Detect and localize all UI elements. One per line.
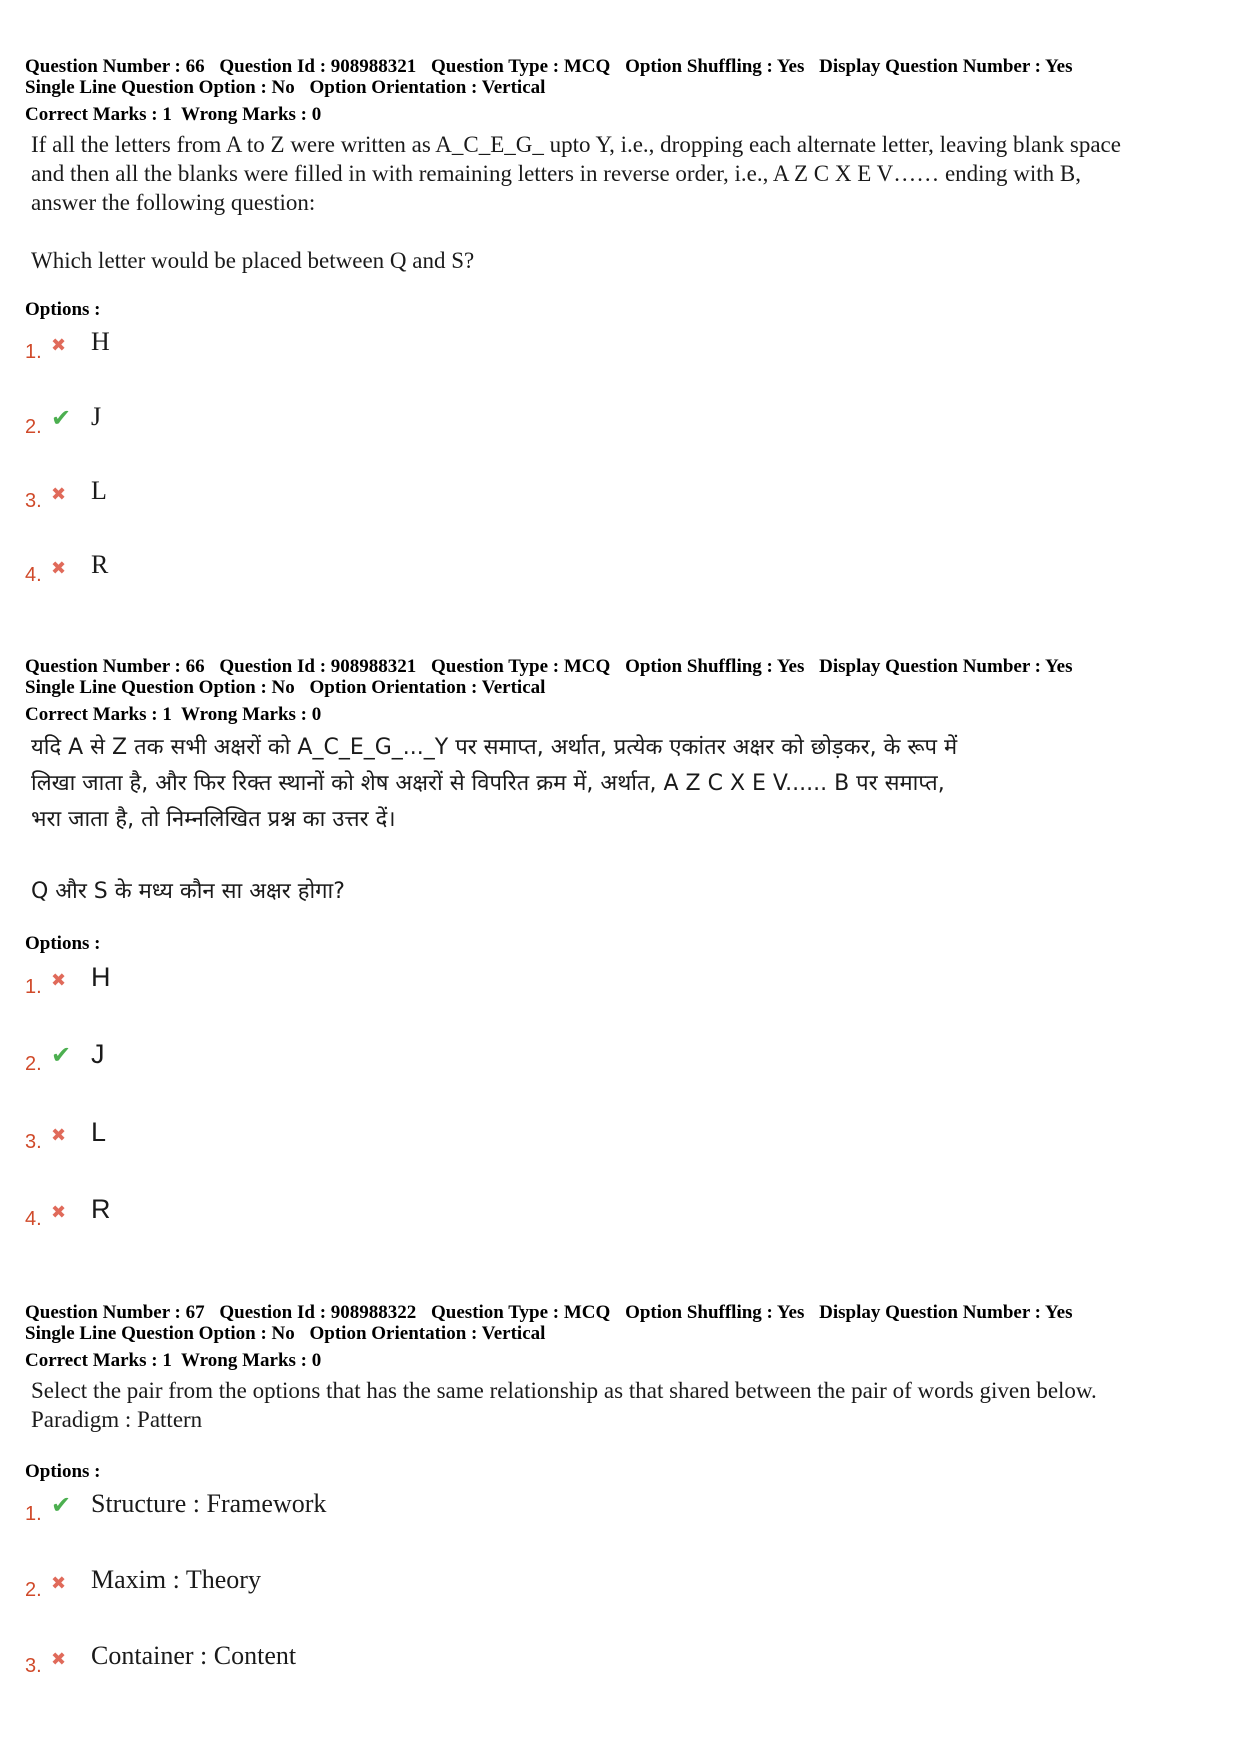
question-text-line: यदि A से Z तक सभी अक्षरों को A_C_E_G_..._Y पर समाप्त, अर्थात, प्रत्येक एकांतर अक्षर को छोड़कर, के रूप में (31, 735, 958, 760)
option-shuffling: Option Shuffling : Yes (625, 56, 805, 77)
option-text: R (91, 550, 109, 579)
question-text (25, 1376, 1225, 1434)
question-meta-line-2 (25, 677, 1225, 698)
question-prompt: Which letter would be placed between Q and S? (31, 248, 475, 273)
question-meta-line-2 (25, 77, 1225, 98)
question-block-3 (25, 1302, 1225, 1434)
question-text (25, 730, 1225, 910)
question-text-line: If all the letters from A to Z were written as A_C_E_G_ upto Y, i.e., dropping each alternate letter, leaving blank space (31, 132, 1121, 157)
option-orientation: Option Orientation : Vertical (309, 1323, 546, 1344)
marks-line (25, 1350, 1225, 1371)
question-id: Question Id : 908988322 (219, 1302, 417, 1323)
option-number: 3. (25, 1131, 42, 1153)
question-prompt: Paradigm : Pattern (31, 1407, 203, 1432)
question-type: Question Type : MCQ (431, 656, 611, 677)
option-shuffling: Option Shuffling : Yes (625, 656, 805, 677)
question-number: Question Number : 66 (25, 656, 205, 677)
question-text-line: Select the pair from the options that has the same relationship as that shared between the pair of words given below. (31, 1378, 1097, 1403)
option-text: L (91, 476, 107, 505)
single-line-option: Single Line Question Option : No (25, 677, 295, 698)
option-number: 1. (25, 341, 42, 363)
option-orientation: Option Orientation : Vertical (309, 677, 546, 698)
option-text: Maxim : Theory (91, 1565, 261, 1594)
question-prompt: Q और S के मध्य कौन सा अक्षर होगा? (31, 879, 345, 904)
wrong-icon: ✖ (51, 335, 67, 356)
question-text-line: and then all the blanks were filled in with remaining letters in reverse order, i.e., A Z C X E V…… ending with B, (31, 161, 1082, 186)
correct-icon: ✔ (51, 1491, 72, 1519)
question-id: Question Id : 908988321 (219, 656, 417, 677)
option-number: 1. (25, 976, 42, 998)
option-text: H (91, 327, 110, 356)
question-text-line: भरा जाता है, तो निम्नलिखित प्रश्न का उत्तर दें। (31, 807, 396, 832)
option-number: 1. (25, 1503, 42, 1525)
question-text-line: लिखा जाता है, और फिर रिक्त स्थानों को शेष अक्षरों से विपरित क्रम में, अर्थात, A Z C X E V...... B पर समाप्त, (31, 771, 945, 796)
question-meta (25, 56, 1225, 77)
question-type: Question Type : MCQ (431, 56, 611, 77)
question-meta (25, 656, 1225, 677)
display-question-number: Display Question Number : Yes (819, 1302, 1073, 1323)
option-text: R (91, 1194, 111, 1224)
option-number: 3. (25, 1655, 42, 1677)
marks-line (25, 704, 1225, 725)
option-number: 4. (25, 564, 42, 586)
option-number: 2. (25, 1579, 42, 1601)
options-label: Options : (25, 299, 101, 320)
question-id: Question Id : 908988321 (219, 56, 417, 77)
correct-icon: ✔ (51, 1041, 72, 1069)
marks-line (25, 104, 1225, 125)
wrong-icon: ✖ (51, 1649, 67, 1670)
wrong-marks: Wrong Marks : 0 (181, 704, 322, 725)
option-text: L (91, 1117, 107, 1147)
options-label: Options : (25, 1461, 101, 1482)
wrong-icon: ✖ (51, 970, 67, 991)
question-meta-line-2 (25, 1323, 1225, 1344)
question-number: Question Number : 67 (25, 1302, 205, 1323)
display-question-number: Display Question Number : Yes (819, 656, 1073, 677)
option-text: H (91, 962, 111, 992)
question-number: Question Number : 66 (25, 56, 205, 77)
option-shuffling: Option Shuffling : Yes (625, 1302, 805, 1323)
display-question-number: Display Question Number : Yes (819, 56, 1073, 77)
options-label: Options : (25, 933, 101, 954)
question-type: Question Type : MCQ (431, 1302, 611, 1323)
option-number: 2. (25, 416, 42, 438)
wrong-icon: ✖ (51, 1573, 67, 1594)
question-text-line: answer the following question: (31, 190, 316, 215)
option-number: 4. (25, 1208, 42, 1230)
option-number: 3. (25, 490, 42, 512)
correct-marks: Correct Marks : 1 (25, 1350, 172, 1371)
correct-marks: Correct Marks : 1 (25, 104, 172, 125)
wrong-icon: ✖ (51, 484, 67, 505)
wrong-icon: ✖ (51, 558, 67, 579)
wrong-icon: ✖ (51, 1202, 67, 1223)
question-text (25, 130, 1225, 275)
option-text: J (91, 402, 102, 431)
option-text: J (91, 1039, 105, 1069)
single-line-option: Single Line Question Option : No (25, 1323, 295, 1344)
option-text: Structure : Framework (91, 1489, 327, 1518)
correct-marks: Correct Marks : 1 (25, 704, 172, 725)
wrong-icon: ✖ (51, 1125, 67, 1146)
wrong-marks: Wrong Marks : 0 (181, 1350, 322, 1371)
option-text: Container : Content (91, 1641, 297, 1670)
question-block-2 (25, 656, 1225, 910)
question-meta (25, 1302, 1225, 1323)
wrong-marks: Wrong Marks : 0 (181, 104, 322, 125)
single-line-option: Single Line Question Option : No (25, 77, 295, 98)
correct-icon: ✔ (51, 404, 72, 432)
option-orientation: Option Orientation : Vertical (309, 77, 546, 98)
question-block-1 (25, 56, 1225, 275)
option-number: 2. (25, 1053, 42, 1075)
